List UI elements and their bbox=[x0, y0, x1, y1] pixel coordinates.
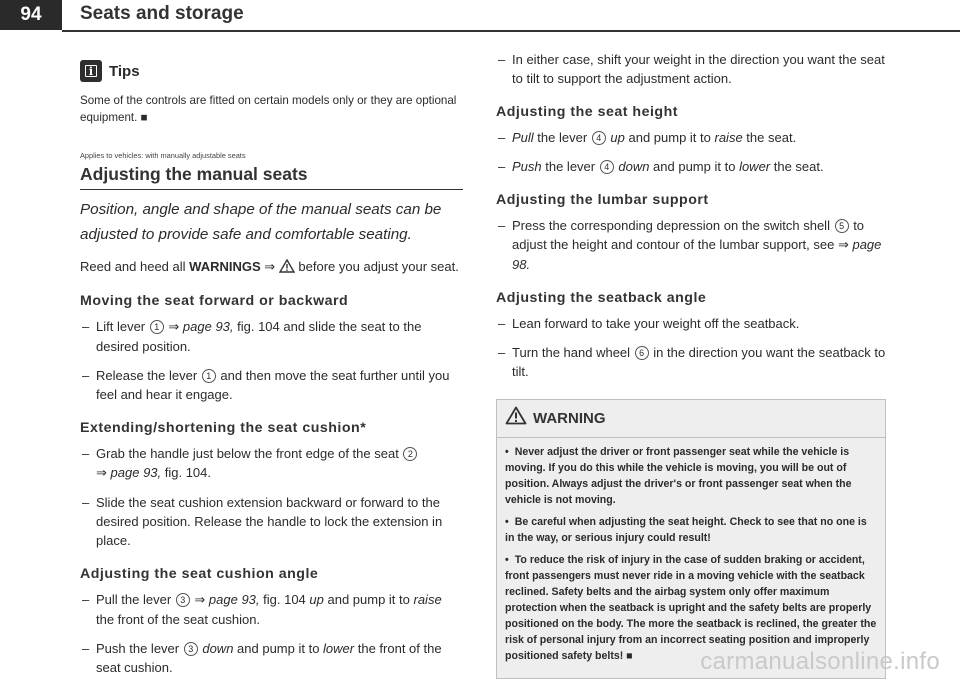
page-link[interactable]: page 93, bbox=[208, 592, 260, 607]
right-column bbox=[496, 50, 886, 679]
callout-number: 3 bbox=[176, 593, 190, 607]
callout-number: 1 bbox=[202, 369, 216, 383]
callout-number: 4 bbox=[600, 160, 614, 174]
list-item: – Push the lever 4 down and pump it to lower the seat. bbox=[496, 157, 886, 176]
either-steps bbox=[496, 50, 886, 88]
forward-steps bbox=[80, 317, 463, 404]
lumbar-steps bbox=[496, 216, 886, 274]
page-link[interactable]: page 93, bbox=[182, 319, 234, 334]
list-item: – Pull the lever 3 ⇒ page 93, fig. 104 up and pump it to raise the front of the seat cushion. bbox=[80, 590, 463, 629]
angle-steps bbox=[80, 590, 463, 677]
warnings-link[interactable]: WARNINGS bbox=[189, 259, 261, 274]
callout-number: 5 bbox=[835, 219, 849, 233]
list-item: – In either case, shift your weight in the direction you want the seat to tilt to support the adjustment action. bbox=[496, 50, 886, 88]
right-arrow-icon: ⇒ bbox=[168, 320, 180, 335]
page-title: Seats and storage bbox=[80, 3, 244, 24]
section-intro: Position, angle and shape of the manual seats can be adjusted to provide safe and comfortable seating. bbox=[80, 201, 442, 243]
seatback-steps bbox=[496, 314, 886, 381]
warning-header bbox=[497, 400, 885, 438]
info-icon: i bbox=[80, 60, 102, 82]
right-arrow-icon: ⇒ bbox=[96, 466, 107, 481]
height-heading: Adjusting the seat height bbox=[496, 104, 678, 120]
warning-triangle-icon bbox=[505, 406, 527, 430]
list-item: – Press the corresponding depression on the switch shell 5 to adjust the height and contour of the lumbar support, see ⇒ page 98. bbox=[496, 216, 886, 274]
tips-label: Tips bbox=[109, 62, 140, 80]
page-link[interactable]: page 98. bbox=[512, 237, 882, 272]
warning-item: • Be careful when adjusting the seat height. Check to see that no one is in the way, or serious injury could result! bbox=[505, 514, 877, 546]
list-item: – Slide the seat cushion extension backward or forward to the desired position. Release the handle to lock the extension in place. bbox=[80, 493, 463, 550]
forward-heading: Moving the seat forward or backward bbox=[80, 293, 349, 309]
list-item: – Lift lever 1 ⇒ page 93, fig. 104 and slide the seat to the desired position. bbox=[80, 317, 463, 356]
right-arrow-icon: ⇒ bbox=[264, 260, 276, 275]
page-link[interactable]: page 93, bbox=[110, 465, 162, 480]
list-item: – Grab the handle just below the front edge of the seat 2 ⇒ page 93, fig. 104. bbox=[80, 444, 463, 483]
angle-heading: Adjusting the seat cushion angle bbox=[80, 566, 319, 582]
applies-note: Applies to vehicles: with manually adjustable seats bbox=[80, 151, 246, 160]
lumbar-heading: Adjusting the lumbar support bbox=[496, 192, 709, 208]
list-item: – Release the lever 1 and then move the seat further until you feel and hear it engage. bbox=[80, 366, 463, 404]
callout-number: 2 bbox=[403, 447, 417, 461]
left-column bbox=[80, 48, 463, 687]
warning-body bbox=[497, 438, 885, 678]
cushion-steps bbox=[80, 444, 463, 550]
page-number: 94 bbox=[0, 0, 62, 30]
tips-heading bbox=[80, 60, 463, 82]
warning-label: WARNING bbox=[533, 409, 606, 427]
warnings-note: Reed and heed all WARNINGS ⇒ before you adjust your seat. bbox=[80, 259, 459, 275]
warning-triangle-icon bbox=[279, 259, 295, 274]
list-item: – Turn the hand wheel 6 in the direction you want the seatback to tilt. bbox=[496, 343, 886, 381]
section-title: Adjusting the manual seats bbox=[80, 164, 463, 190]
callout-number: 1 bbox=[150, 320, 164, 334]
tips-text: Some of the controls are fitted on certain models only or they are optional equipment. ■ bbox=[80, 94, 457, 124]
cushion-heading: Extending/shortening the seat cushion* bbox=[80, 420, 367, 436]
right-arrow-icon: ⇒ bbox=[194, 593, 206, 608]
watermark: carmanualsonline.info bbox=[700, 648, 940, 675]
seatback-heading: Adjusting the seatback angle bbox=[496, 290, 707, 306]
list-item: – Push the lever 3 down and pump it to lower the front of the seat cushion. bbox=[80, 639, 463, 677]
callout-number: 6 bbox=[635, 346, 649, 360]
right-arrow-icon: ⇒ bbox=[837, 238, 849, 253]
list-item: – Lean forward to take your weight off the seatback. bbox=[496, 314, 886, 333]
callout-number: 4 bbox=[592, 131, 606, 145]
warning-item: • Never adjust the driver or front passenger seat while the vehicle is moving. If you do this while the vehicle is moving, you will be out of position. Always adjust the driver's or front passenger seat when the vehicle is not moving. bbox=[505, 444, 877, 508]
list-item: – Pull the lever 4 up and pump it to raise the seat. bbox=[496, 128, 886, 147]
warning-box bbox=[496, 399, 886, 679]
warning-item: • To reduce the risk of injury in the case of sudden braking or accident, front passengers must never ride in a moving vehicle with the seatback reclined. Safety belts and the airbag system only offer maximum protection when the seatback is upright and the safety belts are properly positioned on the body. The more the seatback is reclined, the greater the risk of personal injury from an incorrect seating position and improperly positioned safety belts! ■ bbox=[505, 552, 877, 664]
callout-number: 3 bbox=[184, 642, 198, 656]
header-rule bbox=[62, 30, 960, 32]
height-steps bbox=[496, 128, 886, 176]
